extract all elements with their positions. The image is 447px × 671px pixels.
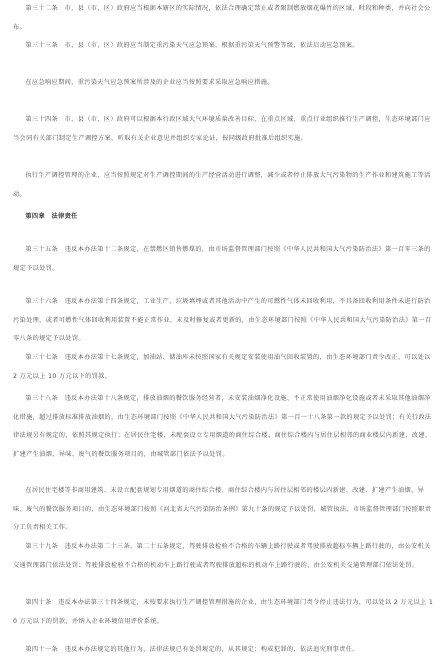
article-37: 第三十七条 违反本办法第十七条规定，加油站、储油库未按照国家有关规定安装使用油气回收装置的，由生态环境部门责令改正，可以处以 2 万元以上 10 万元以下的罚款。 xyxy=(13,354,431,380)
article-39: 第三十九条 违反本办法第二十三条、第二十五条规定，驾驶排放检验不合格的车辆上路行驶或者驾驶排放超标车辆上路行驶的，由公安机关交通管理部门依法处罚；驾驶排放检验不合格的机动车上路行驶或者驾驶排放超标的机动车上路行驶的，由公安机关交通管理部门依法处罚。 xyxy=(13,543,431,569)
article-33: 第三十三条 市、县（市、区）政府应当制定重污染天气应急预案，根据重污染天气预警等级，依法启动应急预案。 xyxy=(25,42,359,49)
article-34: 第三十四条 市、县（市、区）政府可以根据本行政区域大气环境质量改善目标，在重点区域、重点行业组织推行生产调控，生态环境部门应当会同有关部门制定生产调控方案，听取有关企业意见并组织专家论证，报同级政府批准后组织实施。 xyxy=(13,116,431,142)
emergency-response-paragraph: 在应急响应期间，重污染天气应急预案所涉及的企业应当按照要求采取应急响应措施。 xyxy=(25,79,274,86)
article-38: 第三十八条 违反本办法第十八条规定，排放油烟的餐饮服务经营者，未安装油烟净化设施、不正常使用油烟净化设施或者未采取其他油烟净化措施，超过排放标准排放油烟的，由生态环境部门按照《中华人民共和国大气污染防治法》第一百一十八条第一款的规定予以处罚；有关行政法律法规另有规定的，依照其规定执行；在居民住宅楼、未配套设立专用烟道的商住综合楼、商住综合楼内与居住层相邻的商业楼层内新建、改建、扩建产生油烟、异味、废气的餐饮服务项目的，由城管部门依法予以处罚。 xyxy=(13,395,432,458)
chapter-4-heading: 第四章 法律责任 xyxy=(25,213,78,220)
article-38-second-paragraph: 在居民住宅楼等非商用建筑、未设立配套规划专用烟道的商住综合楼、商住综合楼内与居住层相邻的楼层内新建、改建、扩建产生油烟、异味、废气的餐饮服务项目的，由生态环境部门按照《河北省大气污染防治条例》第九十条的规定予以处罚，城管执法、市场监督管理部门按照职责分工负责相关工作。 xyxy=(13,487,432,531)
article-41: 第四十一条 违反本办法规定的其他行为，法律法规已有处罚规定的，从其规定；构成犯罪的，依法追究刑事责任。 xyxy=(25,646,359,653)
production-control-paragraph: 执行生产调控管理的企业，应当按照规定对生产调控期间的生产经营活动进行调整，减少或者停止排放大气污染物的生产作业和建筑施工等活动。 xyxy=(13,172,431,198)
article-36: 第三十六条 违反本办法第十四条规定，工业生产、垃圾填埋或者其他活动中产生的可燃性气体未回收利用，不具备回收利用条件未进行防治污染处理，或者可燃性气体回收利用装置不能正常作业，未及时修复或者更新的，由生态环境部门按照《中华人民共和国大气污染防治法》第一百零八条的规定予以处罚。 xyxy=(13,298,432,342)
article-32: 第三十二条 市、县（市、区）政府应当根据本辖区的实际情况，依法合理确定禁止或者限制燃放烟花爆竹的区域、时段和种类，并向社会公布。 xyxy=(13,5,431,31)
article-35: 第三十五条 违反本办法第十二条规定，在禁燃区销售燃煤的，由市场监督管理部门按照《中华人民共和国大气污染防治法》第一百零三条的规定予以处罚。 xyxy=(13,246,431,272)
article-40: 第四十条 违反本办法第三十四条规定，未按要求执行生产调控管理措施的企业，由生态环境部门责令停止违法行为，可以处以 2 万元以上 10 万元以下的罚款，并纳入企业环境信用评价系统。 xyxy=(13,599,434,625)
